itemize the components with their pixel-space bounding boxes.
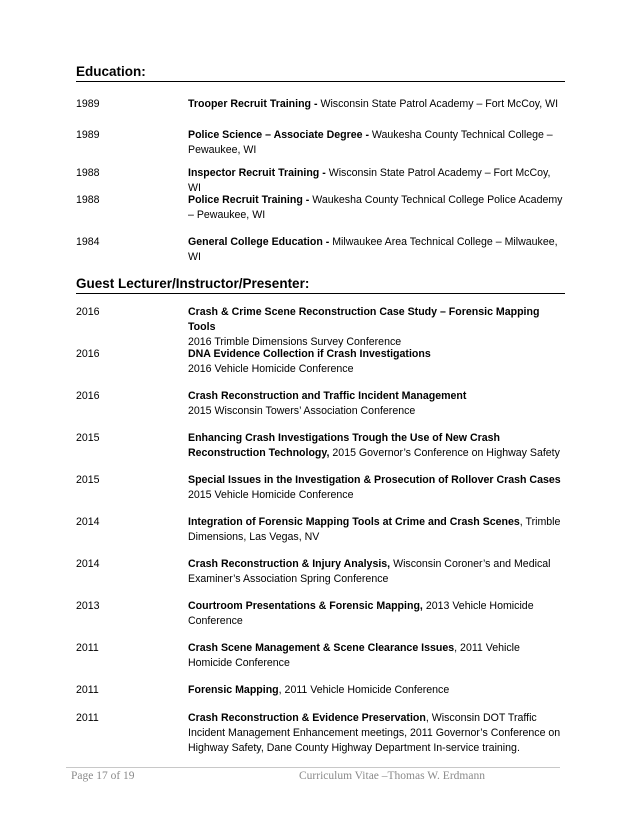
presentation-title: Special Issues in the Investigation & Prosecution of Rollover Crash Cases [188,474,561,486]
education-year: 1984 [76,236,100,248]
presentation-year: 2015 [76,474,100,486]
education-course: General College Education - [188,236,330,248]
presentation-desc [188,557,566,587]
separator: , [519,516,526,528]
education-institution: Waukesha County Technical College – Pewaukee, WI [188,129,553,156]
presentation-year: 2016 [76,348,100,360]
presentation-venue: 2016 Trimble Dimensions Survey Conference [188,336,402,348]
separator: , [425,712,432,724]
presentation-year: 2011 [76,712,99,724]
education-course: Trooper Recruit Training - [188,98,318,110]
page-number: Page 17 of 19 [71,770,135,782]
education-section [76,64,565,82]
presentation-desc [188,515,566,545]
presentation-title: Crash Reconstruction and Traffic Incident Management [188,390,467,402]
education-desc [188,166,566,196]
presentation-desc [188,431,566,461]
education-year: 1988 [76,167,100,179]
presentation-venue: 2016 Vehicle Homicide Conference [188,363,354,375]
presentation-desc [188,641,566,671]
presentation-venue: Trimble Dimensions, Las Vegas, NV [188,516,561,543]
education-institution: Milwaukee Area Technical College – Milwaukee, WI [188,236,558,263]
presentation-title: Crash Reconstruction & Evidence Preservation [188,712,426,724]
presentation-title: Enhancing Crash Investigations Trough the Use of New Crash Reconstruction Technology, [188,432,500,459]
education-institution: Waukesha County Technical College Police Academy – Pewaukee, WI [188,194,563,221]
presentation-venue: 2013 Vehicle Homicide Conference [188,600,534,627]
presentation-title: DNA Evidence Collection if Crash Investigations [188,348,431,360]
presentation-year: 2014 [76,516,100,528]
presentation-year: 2014 [76,558,100,570]
page-footer [66,767,560,782]
presentation-desc [188,599,566,629]
presentation-desc [188,305,566,350]
presentation-title: Crash & Crime Scene Reconstruction Case Study – Forensic Mapping Tools [188,306,540,333]
presentation-venue: 2015 Vehicle Homicide Conference [188,489,354,501]
presentation-venue: Wisconsin DOT Traffic Incident Management Enhancement meetings, 2011 Governor’s Conference on Highway Safety, Dane County Highway Department In-service training. [188,712,561,754]
education-heading: Education: [76,64,565,82]
education-desc [188,97,566,112]
education-year: 1989 [76,129,100,141]
education-year: 1989 [76,98,100,110]
separator: , [278,684,285,696]
presentation-venue: 2015 Wisconsin Towers’ Association Conference [188,405,416,417]
education-course: Police Recruit Training - [188,194,310,206]
presentation-venue: 2011 Vehicle Homicide Conference [284,684,450,696]
presentation-venue: 2015 Governor’s Conference on Highway Safety [332,447,560,459]
presentation-title: Integration of Forensic Mapping Tools at Crime and Crash Scenes [188,516,520,528]
presentation-desc [188,347,566,377]
education-desc [188,235,566,265]
presentation-year: 2011 [76,684,99,696]
footer-title: Curriculum Vitae –Thomas W. Erdmann [299,770,485,782]
presentation-venue: Wisconsin Coroner’s and Medical Examiner’s Association Spring Conference [188,558,551,585]
presentation-desc [188,711,566,756]
presentation-title: Forensic Mapping [188,684,279,696]
presentation-title: Crash Scene Management & Scene Clearance Issues [188,642,455,654]
presentation-desc [188,389,566,419]
education-course: Police Science – Associate Degree - [188,129,369,141]
education-desc [188,128,566,158]
presentation-year: 2015 [76,432,100,444]
education-year: 1988 [76,194,100,206]
education-course: Inspector Recruit Training - [188,167,326,179]
presentation-year: 2016 [76,390,100,402]
guest-heading: Guest Lecturer/Instructor/Presenter: [76,276,565,294]
presentation-venue: 2011 Vehicle Homicide Conference [188,642,520,669]
presentation-title: Crash Reconstruction & Injury Analysis, [188,558,391,570]
presentation-year: 2013 [76,600,100,612]
presentation-year: 2011 [76,642,99,654]
education-institution: Wisconsin State Patrol Academy – Fort McCoy, WI [188,167,551,194]
education-desc [188,193,566,223]
guest-section [76,276,565,294]
presentation-title: Courtroom Presentations & Forensic Mapping, [188,600,423,612]
presentation-year: 2016 [76,306,100,318]
presentation-desc [188,683,566,698]
separator: , [454,642,461,654]
presentation-desc [188,473,566,503]
education-institution: Wisconsin State Patrol Academy – Fort McCoy, WI [317,98,559,110]
